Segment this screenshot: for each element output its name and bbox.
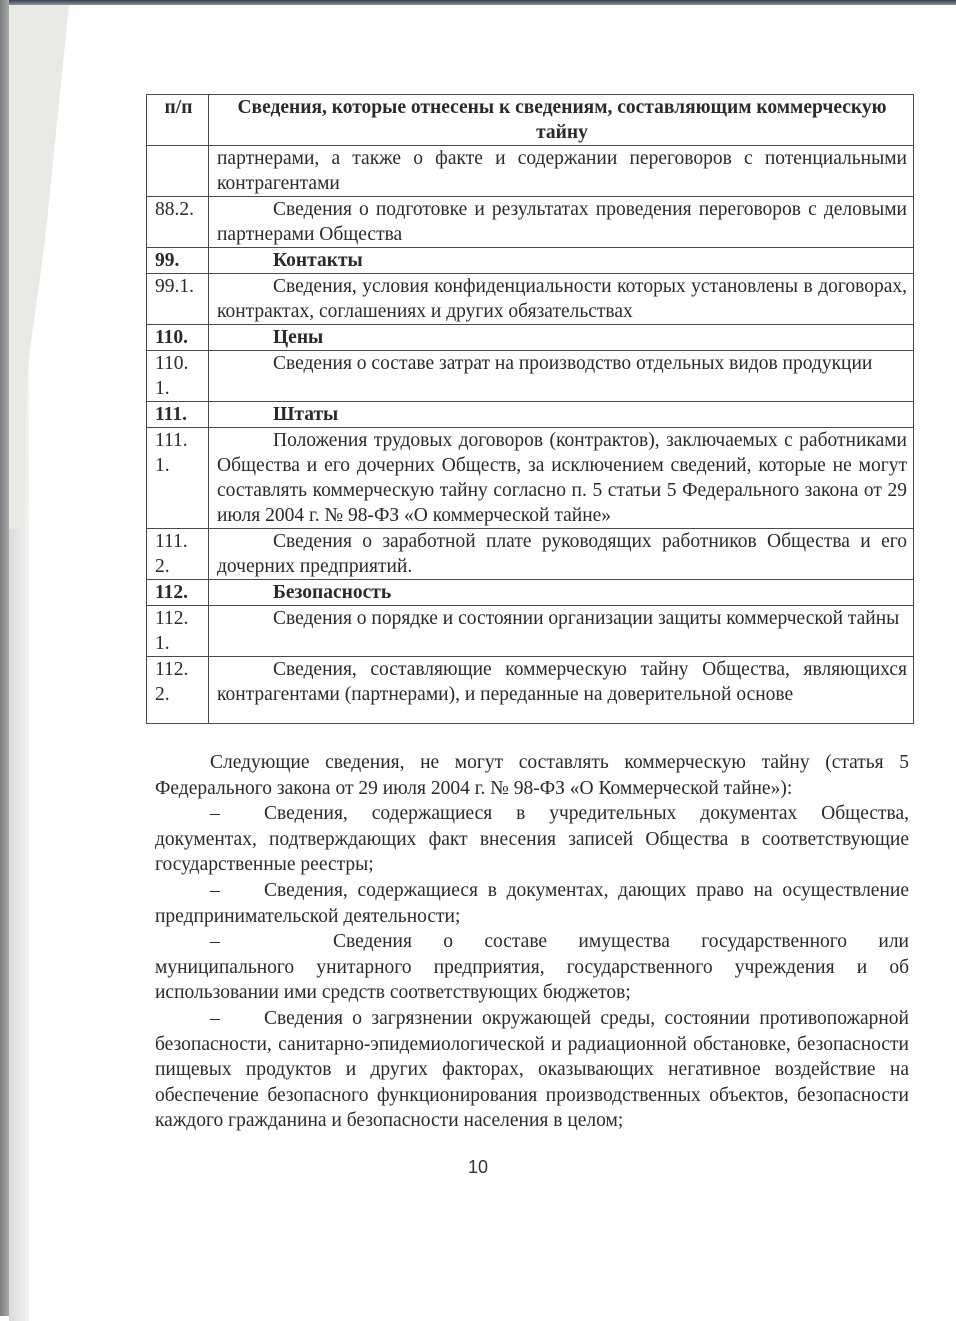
section-title: [209, 248, 914, 274]
table-row: [147, 606, 914, 657]
row-text-content: партнерами, а также о факте и содержании переговоров с потенциальными контрагентами: [217, 148, 907, 194]
row-text-content: Сведения, условия конфиденциальности которых установлены в договорах, контрактах, соглашениях и других обязательствах: [217, 276, 907, 322]
page-number: 10: [467, 1156, 489, 1177]
row-number: 88.2.: [147, 197, 209, 248]
section-title: [209, 402, 914, 428]
row-text: [209, 274, 914, 325]
table-row: [147, 197, 914, 248]
row-text: [209, 529, 914, 580]
row-text: [209, 657, 914, 724]
dash-bullet: –: [210, 803, 220, 825]
intro-paragraph: Следующие сведения, не могут составлять коммерческую тайну (статья 5 Федерального закона от 29 июля 2004 г. № 98-ФЗ «О Коммерческой тайне»):: [155, 752, 909, 799]
dash-bullet: –: [210, 931, 220, 953]
row-text: [209, 606, 914, 657]
row-number: 110.: [147, 325, 209, 351]
list-item-text: Сведения, содержащиеся в учредительных документах Общества, документах, подтверждающих факт внесения записей Общества в соответствующие государственные реестры;: [155, 803, 909, 876]
table-row: [147, 351, 914, 402]
header-text-col: Сведения, которые отнесены к сведениям, составляющим коммерческую тайну: [209, 95, 914, 146]
row-text: [209, 146, 914, 197]
table-row: [147, 146, 914, 197]
row-text-content: Штаты: [273, 404, 339, 425]
row-number: 111. 1.: [147, 428, 209, 529]
row-number: 112.: [147, 580, 209, 606]
row-text-content: Сведения о заработной плате руководящих работников Общества и его дочерних предприятий.: [217, 531, 907, 577]
list-item: [155, 1006, 909, 1134]
row-text: [209, 428, 914, 529]
dash-bullet: –: [210, 879, 220, 901]
section-title: [209, 325, 914, 351]
row-text-content: Сведения о подготовке и результатах проведения переговоров с деловыми партнерами Общества: [217, 199, 907, 245]
row-number: 99.1.: [147, 274, 209, 325]
table-body: [147, 146, 914, 724]
row-text-content: Сведения о порядке и состоянии организации защиты коммерческой тайны: [273, 608, 900, 629]
table-header-row: [147, 95, 914, 146]
row-text: [209, 351, 914, 402]
table-row: [147, 529, 914, 580]
row-text-content: Положения трудовых договоров (контрактов), заключаемых с работниками Общества и его дочерних Обществ, за исключением сведений, которые не могут составлять коммерческую тайну согласно п. 5 статьи 5 Федерального закона от 29 июля 2004 г. № 98-ФЗ «О коммерческой тайне»: [217, 430, 907, 526]
section-title: [209, 580, 914, 606]
table-row: [147, 428, 914, 529]
list-item-text: Сведения о загрязнении окружающей среды, состоянии противопожарной безопасности, санитарно-эпидемиологической и радиационной обстановке, безопасности пищевых продуктов и других факторах, оказывающих негативное воздействие на обеспечение безопасного функционирования производственных объектов, безопасности каждого гражданина и безопасности населения в целом;: [155, 1007, 909, 1132]
row-text-content: Безопасность: [273, 582, 392, 603]
body-text: [155, 750, 909, 1134]
header-number-col: п/п: [147, 95, 209, 146]
table-section-row: [147, 402, 914, 428]
dash-bullet: –: [210, 1007, 220, 1029]
table-section-row: [147, 248, 914, 274]
table-section-row: [147, 580, 914, 606]
row-number: 110. 1.: [147, 351, 209, 402]
row-text-content: Сведения, составляющие коммерческую тайну Общества, являющихся контрагентами (партнерами), и переданные на доверительной основе: [217, 659, 907, 705]
table-section-row: [147, 325, 914, 351]
list-item: [155, 929, 909, 1006]
list-item: [155, 878, 909, 929]
row-number: 111. 2.: [147, 529, 209, 580]
list-item: [155, 801, 909, 878]
row-text: [209, 197, 914, 248]
row-number: 111.: [147, 402, 209, 428]
list-item-text: Сведения, содержащиеся в документах, дающих право на осуществление предпринимательской деятельности;: [155, 879, 909, 927]
table-row: [147, 657, 914, 724]
row-text-content: Сведения о составе затрат на производство отдельных видов продукции: [273, 353, 873, 374]
row-number: 99.: [147, 248, 209, 274]
list-item-text: Сведения о составе имущества государственного или муниципального унитарного предприятия, государственного учреждения и об использовании ими средств соответствующих бюджетов;: [155, 931, 909, 1004]
row-number: [147, 146, 209, 197]
row-number: 112. 2.: [147, 657, 209, 724]
commercial-secret-table: [146, 94, 914, 724]
row-text-content: Контакты: [273, 250, 363, 271]
table-row: [147, 274, 914, 325]
row-number: 112. 1.: [147, 606, 209, 657]
row-text-content: Цены: [273, 327, 324, 348]
